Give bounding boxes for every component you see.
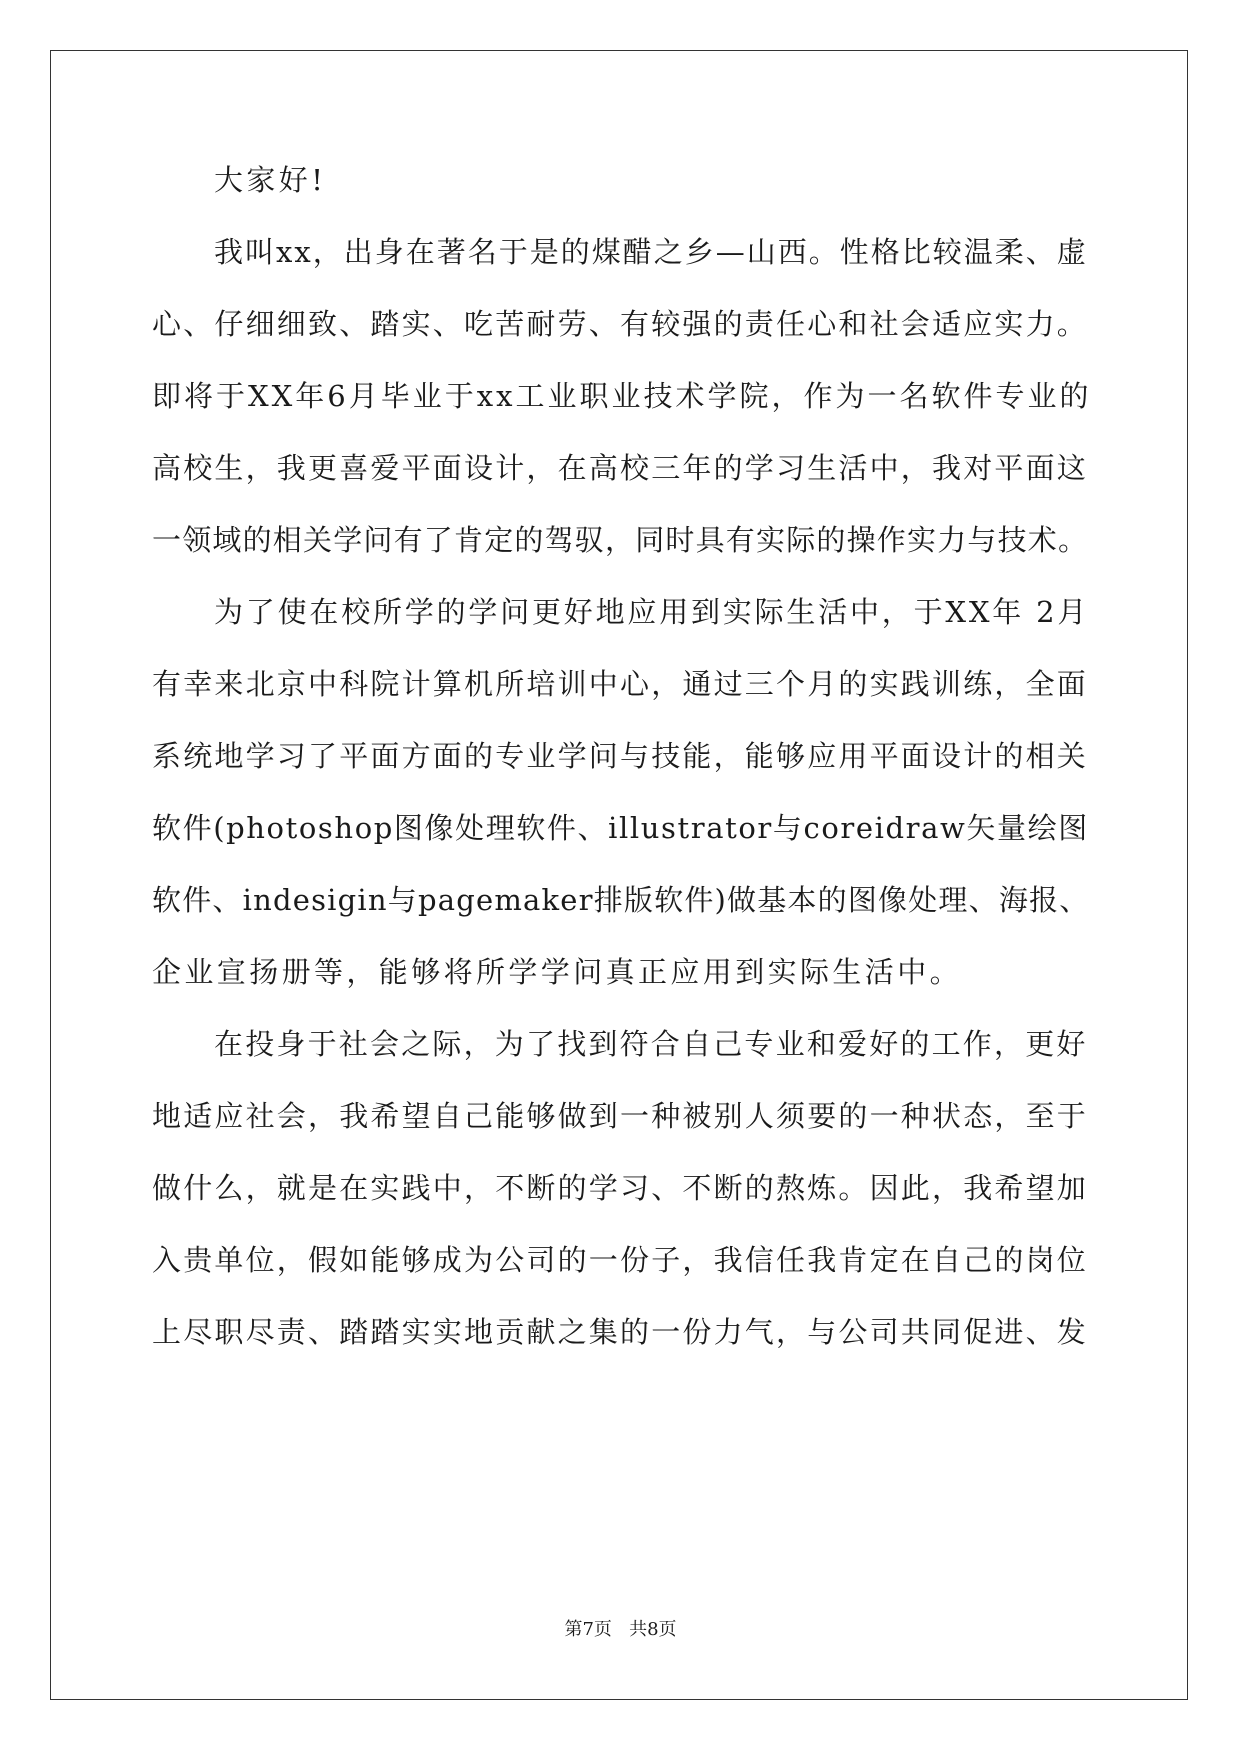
text-line: 一领域的相关学问有了肯定的驾驭，同时具有实际的操作实力与技术。 xyxy=(152,523,1089,557)
page-border xyxy=(50,50,1188,1700)
text-line: 高校生，我更喜爱平面设计，在高校三年的学习生活中，我对平面这 xyxy=(152,451,1089,485)
text-line: 入贵单位，假如能够成为公司的一份子，我信任我肯定在自己的岗位 xyxy=(152,1243,1089,1277)
text-line: 企业宣扬册等，能够将所学学问真正应用到实际生活中。 xyxy=(152,955,963,989)
text-line: 即将于XX年6月毕业于xx工业职业技术学院，作为一名软件专业的 xyxy=(152,379,1092,413)
text-line: 我叫xx，出身在著名于是的煤醋之乡—山西。性格比较温柔、虚 xyxy=(214,235,1088,269)
text-line: 做什么，就是在实践中，不断的学习、不断的熬炼。因此，我希望加 xyxy=(152,1171,1089,1205)
text-line: 系统地学习了平面方面的专业学问与技能，能够应用平面设计的相关 xyxy=(152,739,1089,773)
page-number-footer: 第7页 共8页 xyxy=(564,1619,677,1640)
text-line: 在投身于社会之际，为了找到符合自己专业和爱好的工作，更好 xyxy=(214,1027,1088,1061)
text-line: 软件、indesigin与pagemaker排版软件)做基本的图像处理、海报、 xyxy=(152,883,1090,917)
paragraph-greeting: 大家好! xyxy=(214,163,327,197)
text-line: 地适应社会，我希望自己能够做到一种被别人须要的一种状态，至于 xyxy=(152,1099,1089,1133)
text-line: 为了使在校所学的学问更好地应用到实际生活中，于XX年 2月 xyxy=(214,595,1090,629)
text-line: 软件(photoshop图像处理软件、illustrator与coreidraw矢量绘图 xyxy=(152,811,1089,845)
text-line: 上尽职尽责、踏踏实实地贡献之集的一份力气，与公司共同促进、发 xyxy=(152,1315,1089,1349)
text-line: 心、仔细细致、踏实、吃苦耐劳、有较强的责任心和社会适应实力。 xyxy=(152,307,1089,341)
text-line: 有幸来北京中科院计算机所培训中心，通过三个月的实践训练，全面 xyxy=(152,667,1089,701)
